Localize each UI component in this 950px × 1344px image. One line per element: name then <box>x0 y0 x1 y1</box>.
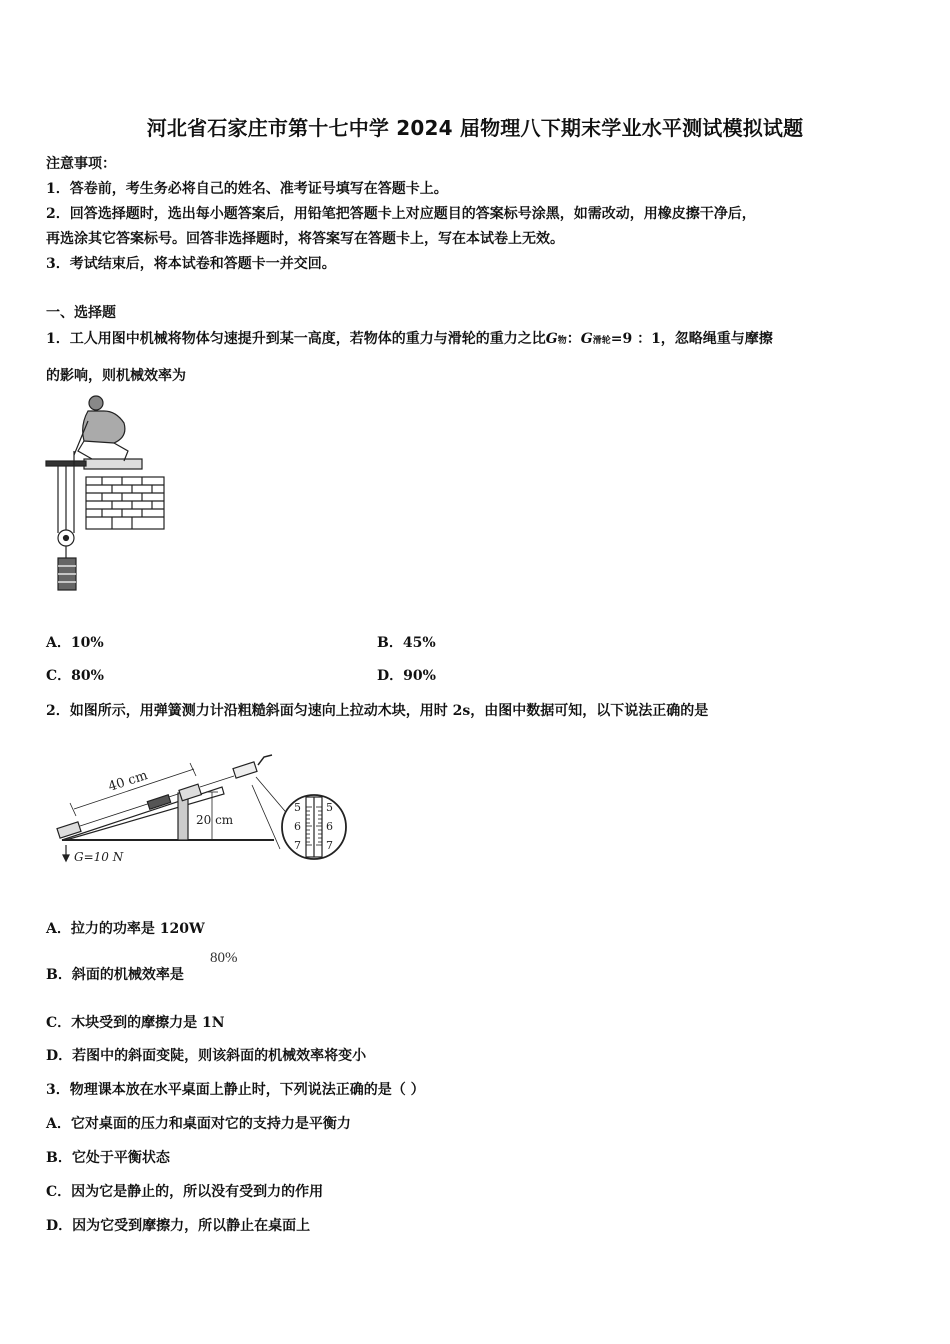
scale-tick: 6 <box>326 820 333 833</box>
question-3-text: 3．物理课本放在水平桌面上静止时，下列说法正确的是（ ） <box>46 1082 425 1098</box>
section-heading: 一、选择题 <box>46 305 116 321</box>
q2-option-c[interactable]: C．木块受到的摩擦力是 1N <box>46 1015 225 1031</box>
q3-option-b[interactable]: B．它处于平衡状态 <box>46 1150 170 1166</box>
scale-tick: 6 <box>294 820 301 833</box>
notice-item: 3．考试结束后，将本试卷和答题卡一并交回。 <box>46 256 336 272</box>
brick-wall <box>86 477 164 529</box>
q3-option-d[interactable]: D．因为它受到摩擦力，所以静止在桌面上 <box>46 1218 311 1234</box>
q1-option-c[interactable]: C．80% <box>46 668 104 684</box>
q2-option-b[interactable]: B．斜面的机械效率是 <box>46 967 184 983</box>
length-label: 40 cm <box>106 768 150 795</box>
notice-item: 1．答卷前，考生务必将自己的姓名、准考证号填写在答题卡上。 <box>46 181 448 197</box>
scale-tick: 7 <box>326 839 333 852</box>
weight-label: G=10 N <box>74 850 124 864</box>
q3-option-c[interactable]: C．因为它是静止的，所以没有受到力的作用 <box>46 1184 324 1200</box>
scale-tick: 7 <box>294 839 301 852</box>
question-1-text-cont: 的影响，则机械效率为 <box>46 368 186 384</box>
q1-option-a[interactable]: A．10% <box>46 635 104 651</box>
q2-option-b-value: 80% <box>210 950 238 966</box>
q1-option-d[interactable]: D．90% <box>377 668 436 684</box>
notice-item: 2．回答选择题时，选出每小题答案后，用铅笔把答题卡上对应题目的答案标号涂黑，如需改动，用橡皮擦干净后， <box>46 206 756 222</box>
pulley-worker-figure <box>44 393 169 603</box>
height-label: 20 cm <box>196 813 234 827</box>
notice-heading: 注意事项： <box>46 156 116 172</box>
page-title: 河北省石家庄市第十七中学 2024 届物理八下期末学业水平测试模拟试题 <box>146 116 804 140</box>
question-1-text: 1．工人用图中机械将物体匀速提升到某一高度，若物体的重力与滑轮的重力之比G物：G滑轮=9 ：1，忽略绳重与摩擦 <box>46 331 773 347</box>
worker-figure <box>74 396 128 461</box>
q1-option-b[interactable]: B．45% <box>377 635 436 651</box>
notice-item: 再选涂其它答案标号。回答非选择题时，将答案写在答题卡上，写在本试卷上无效。 <box>46 231 564 247</box>
scale-tick: 5 <box>326 801 333 814</box>
question-2-text: 2．如图所示，用弹簧测力计沿粗糙斜面匀速向上拉动木块，用时 2s，由图中数据可知，以下说法正确的是 <box>46 703 709 719</box>
q3-option-a[interactable]: A．它对桌面的压力和桌面对它的支持力是平衡力 <box>46 1116 351 1132</box>
q2-option-a[interactable]: A．拉力的功率是 120W <box>46 921 205 937</box>
q2-option-d[interactable]: D．若图中的斜面变陡，则该斜面的机械效率将变小 <box>46 1048 367 1064</box>
incline-figure <box>44 745 364 875</box>
scale-tick: 5 <box>294 801 301 814</box>
